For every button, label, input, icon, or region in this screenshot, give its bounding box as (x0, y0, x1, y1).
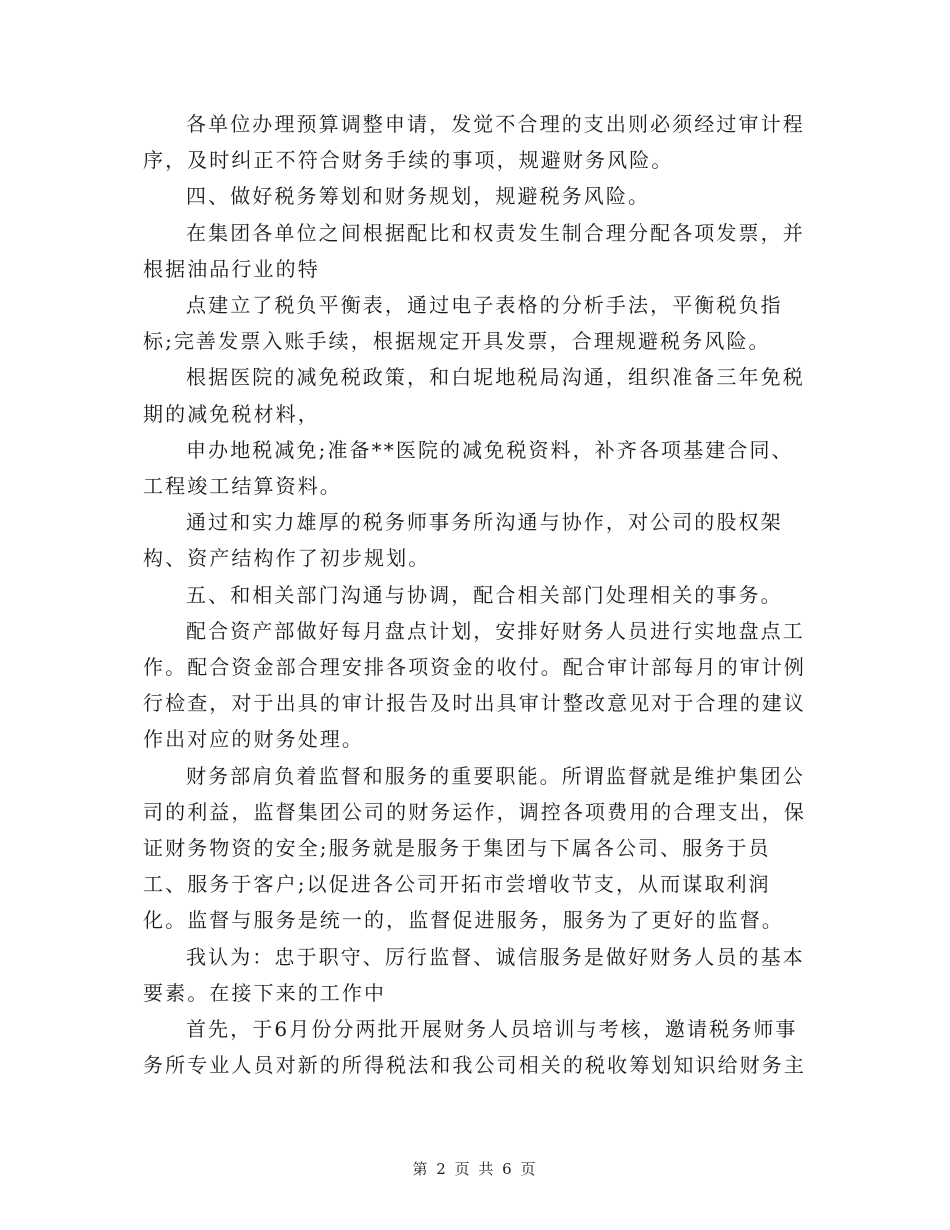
paragraph: 我认为：忠于职守、厉行监督、诚信服务是做好财务人员的基本要素。在接下来的工作中 (143, 944, 805, 1005)
paragraph: 点建立了税负平衡表，通过电子表格的分析手法，平衡税负指标;完善发票入账手续，根据规定开具发票，合理规避税务风险。 (143, 293, 783, 354)
paragraph: 通过和实力雄厚的税务师事务所沟通与协作，对公司的股权架构、资产结构作了初步规划。 (143, 510, 783, 571)
paragraph: 财务部肩负着监督和服务的重要职能。所谓监督就是维护集团公司的利益，监督集团公司的财务运作，调控各项费用的合理支出，保证财务物资的安全;服务就是服务于集团与下属各公司、服务于员工、服务于客户;以促进各公司开拓市尝增收节支，从而谋取利润化。监督与服务是统一的，监督促进服务，服务为了更好的监督。 (143, 763, 806, 933)
document-body (143, 106, 810, 1083)
paragraph: 在集团各单位之间根据配比和权责发生制合理分配各项发票，并根据油品行业的特 (143, 220, 805, 281)
section-heading: 五、和相关部门沟通与协调，配合相关部门处理相关的事务。 (186, 582, 783, 607)
paragraph: 各单位办理预算调整申请，发觉不合理的支出则必须经过审计程序，及时纠正不符合财务手续的事项，规避财务风险。 (143, 112, 805, 173)
paragraph: 配合资产部做好每月盘点计划，安排好财务人员进行实地盘点工作。配合资金部合理安排各项资金的收付。配合审计部每月的审计例行检查，对于出具的审计报告及时出具审计整改意见对于合理的建议作出对应的财务处理。 (143, 618, 806, 752)
section-heading: 四、做好税务筹划和财务规划，规避税务风险。 (186, 184, 651, 209)
paragraph: 根据医院的减免税政策，和白坭地税局沟通，组织准备三年免税期的减免税材料， (143, 365, 805, 426)
paragraph: 申办地税减免;准备**医院的减免税资料，补齐各项基建合同、工程竣工结算资料。 (143, 437, 794, 499)
paragraph: 首先，于6月份分两批开展财务人员培训与考核，邀请税务师事务所专业人员对新的所得税法和我公司相关的税收筹划知识给财务主 (143, 1017, 806, 1078)
page-number-footer: 第 2 页 共 6 页 (412, 1160, 538, 1178)
